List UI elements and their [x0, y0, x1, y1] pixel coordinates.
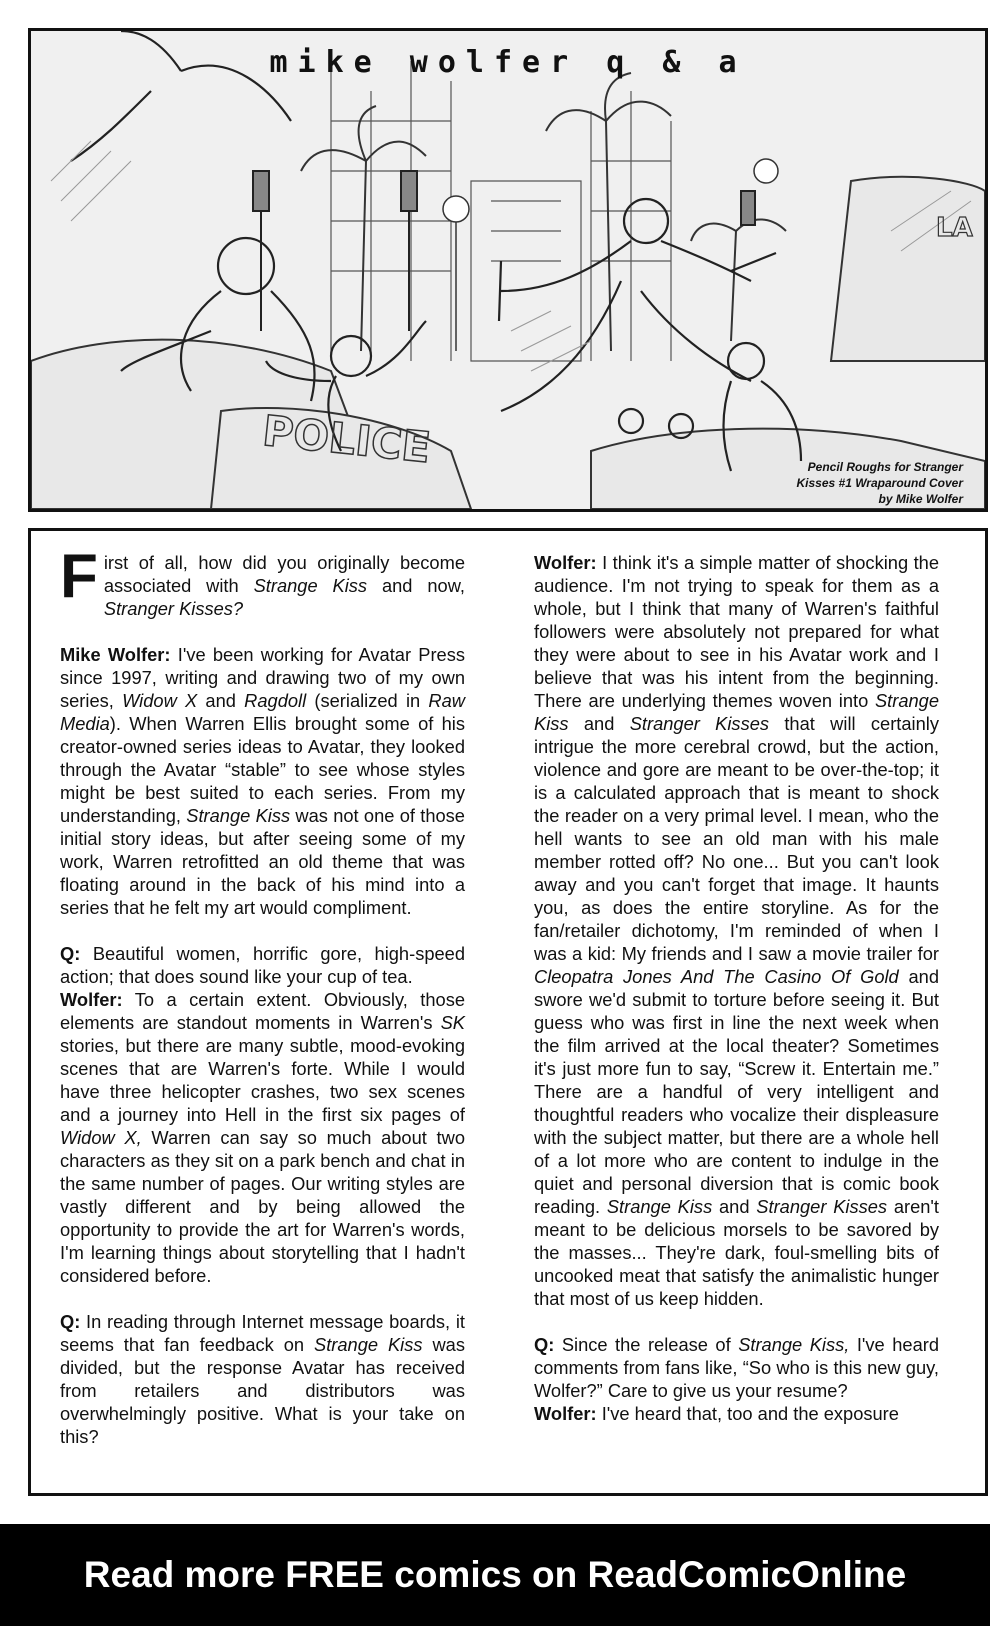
- question-1: First of all, how did you originally become associated with Strange Kiss and now, Stranger Kisses?: [60, 542, 465, 619]
- police-car-lettering: POLICE: [260, 405, 433, 473]
- caption-line: Pencil Roughs for Stranger: [807, 460, 963, 474]
- police-car-corner-lettering: LA: [936, 213, 973, 243]
- speaker-label: Wolfer:: [534, 552, 597, 573]
- pencil-sketch-illustration: [31, 31, 985, 509]
- answer-1: Mike Wolfer: I've been working for Avatar Press since 1997, writing and drawing two of my own series, Widow X and Ragdoll (serialized in Raw Media). When Warren Ellis brought some of his creator-owned series ideas to Avatar, they looked through the Avatar “stable” to see whose styles might be best suited to each series. From my understanding, Strange Kiss was not one of those initial story ideas, but after seeing some of my work, Warren retrofitted an old theme that was floating around in the back of his mind into a series that he felt my art would compliment.: [60, 644, 465, 918]
- cover-illustration-panel: [28, 28, 988, 512]
- promo-banner-text[interactable]: Read more FREE comics on ReadComicOnline: [83, 1554, 907, 1595]
- right-column: [534, 551, 939, 1448]
- speaker-label: Q:: [534, 1334, 555, 1355]
- speaker-label: Wolfer:: [534, 1403, 597, 1424]
- illustration-caption: [763, 459, 963, 507]
- answer-3: Wolfer: I think it's a simple matter of shocking the audience. I'm not trying to speak for them as a whole, but I think that many of Warren's faithful followers were absolutely not prepared for what they were about to see in his Avatar work and I believe that was his intent from the beginning. There are underlying themes woven into Strange Kiss and Stranger Kisses that will certainly intrigue the more cerebral crowd, but the action, violence and gore are meant to be over-the-top; it is a calculated approach that is meant to shock the reader on a very primal level. I mean, who the hell wants to see an old man with his male member rotted off? No one... But you can't look away and you can't forget that image. It haunts you, as does the entire storyline. As for the fan/retailer dichotomy, I'm reminded of when I was a kid: My friends and I saw a movie trailer for Cleopatra Jones And The Casino Of Gold and swore we'd submit to torture before seeing it. But guess who was first in line the next week when the film arrived at the local theater? Sometimes it's just more fun to say, “Screw it. Entertain me.” There are a handful of very intelligent and thoughtful readers who vocalize their displeasure with the subject matter, but there are a whole hell of a lot more who are content to indulge in the quiet and personal diversion that is comic book reading. Strange Kiss and Stranger Kisses aren't meant to be delicious morsels to be savored by the masses... They're dark, foul-smelling bits of uncooked meat that satisfy the animalistic hunger that most of us keep hidden.: [534, 552, 939, 1309]
- interview-text-box: [28, 528, 988, 1496]
- drop-cap: F: [60, 542, 98, 611]
- answer-4: Wolfer: I've heard that, too and the exposure: [534, 1403, 899, 1424]
- page-title: mike wolfer q & a: [269, 45, 747, 80]
- question-4: Q: Since the release of Strange Kiss, I've heard comments from fans like, “So who is this new guy, Wolfer?” Care to give us your resume?: [534, 1334, 939, 1401]
- question-2: Q: Beautiful women, horrific gore, high-speed action; that does sound like your cup of tea.: [60, 943, 465, 987]
- left-column: [60, 542, 465, 1471]
- question-3: Q: In reading through Internet message boards, it seems that fan feedback on Strange Kiss was divided, but the response Avatar has received from retailers and distributors was overwhelmingly positive. What is your take on this?: [60, 1311, 465, 1447]
- speaker-label: Wolfer:: [60, 989, 123, 1010]
- speaker-label: Q:: [60, 1311, 81, 1332]
- caption-line: Kisses #1 Wraparound Cover: [796, 476, 963, 490]
- speaker-label: Q:: [60, 943, 81, 964]
- promo-banner[interactable]: [0, 1524, 990, 1626]
- answer-2: Wolfer: To a certain extent. Obviously, those elements are standout moments in Warren's SK stories, but there are many subtle, mood-evoking scenes that are Warren's forte. While I would have three helicopter crashes, two sex scenes and a journey into Hell in the first six pages of Widow X, Warren can say so much about two characters as they sit on a park bench and chat in the same number of pages. Our writing styles are vastly different and by being allowed the opportunity to provide the art for Warren's words, I'm learning things about storytelling that I hadn't considered before.: [60, 989, 465, 1286]
- speaker-label: Mike Wolfer:: [60, 644, 171, 665]
- caption-line: by Mike Wolfer: [878, 492, 963, 506]
